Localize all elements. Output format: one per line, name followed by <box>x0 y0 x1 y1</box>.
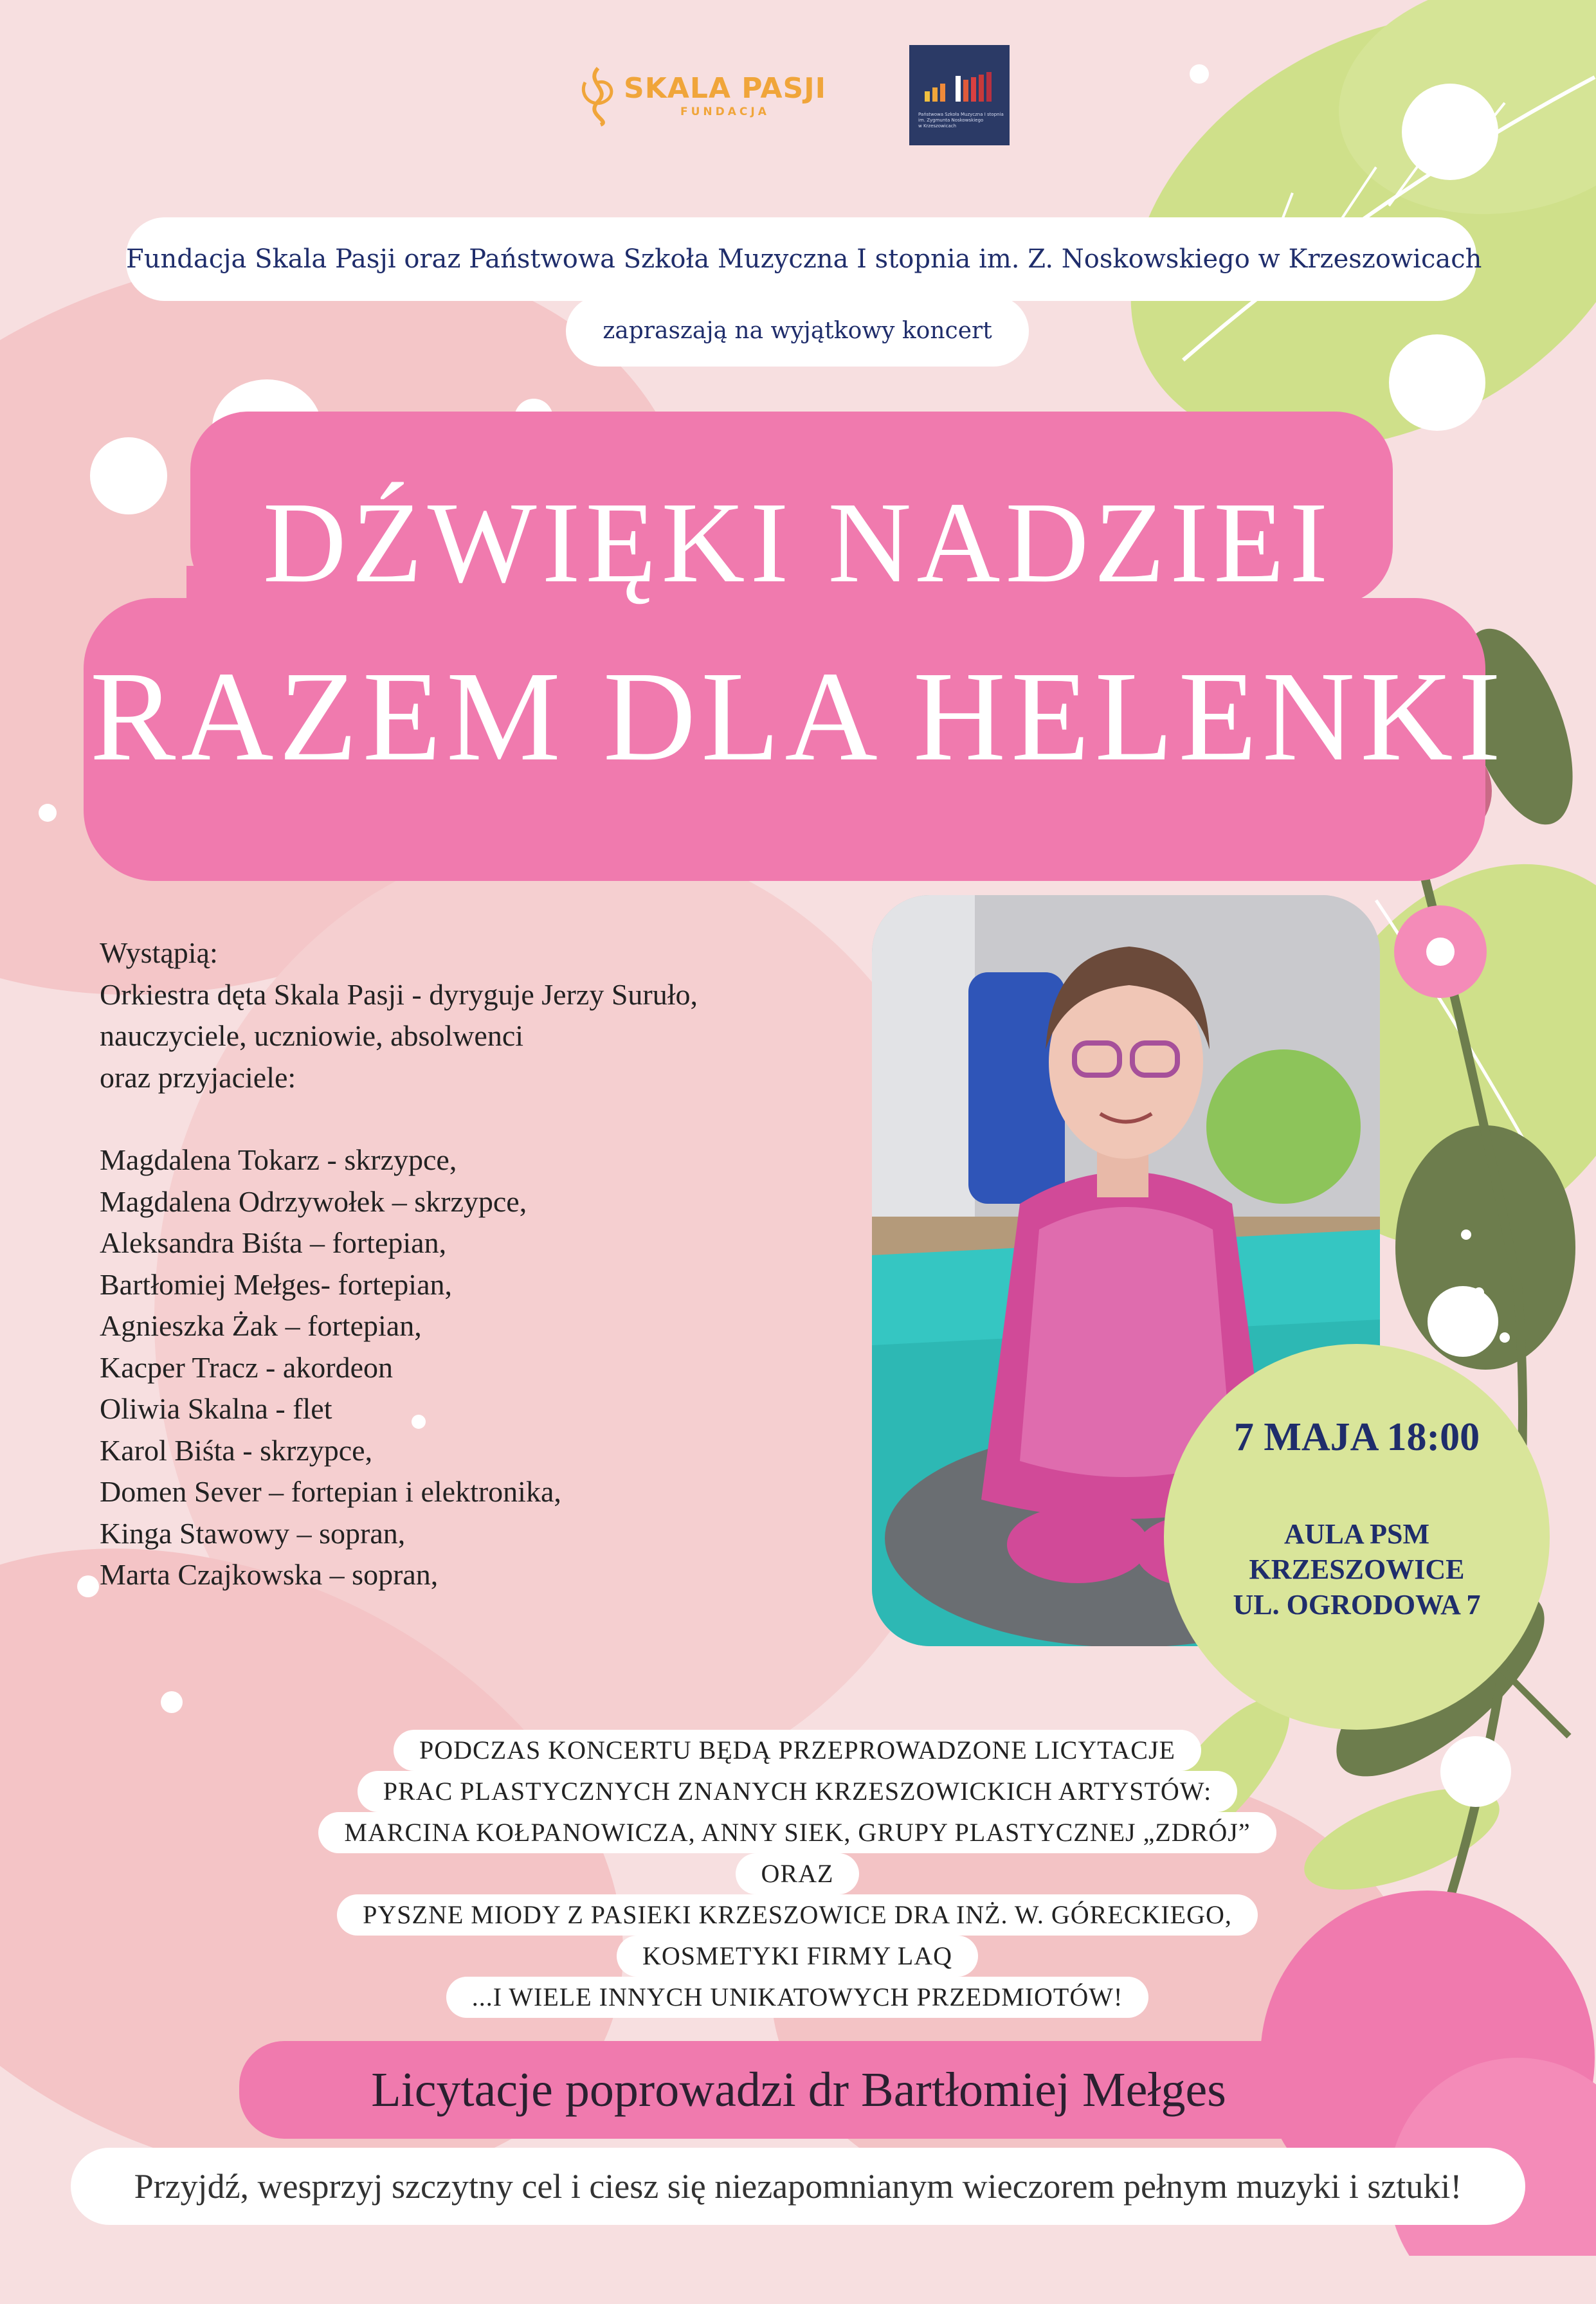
school-logo-bars <box>925 69 995 102</box>
title-line-2: RAZEM DLA HELENKI <box>89 646 1507 788</box>
invitation-line: zapraszają na wyjątkowy koncert <box>566 296 1029 367</box>
dot-decoration <box>77 1575 99 1597</box>
performer-item: Kinga Stawowy – sopran, <box>100 1516 406 1550</box>
flower-decoration <box>1402 84 1498 180</box>
performers-intro-line: oraz przyjaciele: <box>100 1060 296 1094</box>
performer-item: Marta Czajkowska – sopran, <box>100 1558 439 1591</box>
performers-intro-line: Orkiestra dęta Skala Pasji - dyryguje Jerzy Suruło, <box>100 977 698 1011</box>
auction-line: ...I WIELE INNYCH UNIKATOWYCH PRZEDMIOTÓW! <box>446 1977 1149 2018</box>
auction-host-banner <box>239 2041 1358 2139</box>
performers-header: Wystąpią: <box>100 936 218 969</box>
auction-line: PODCZAS KONCERTU BĘDĄ PRZEPROWADZONE LICYTACJE <box>394 1730 1201 1771</box>
performer-item: Magdalena Tokarz - skrzypce, <box>100 1143 457 1176</box>
auction-info <box>244 1730 1350 2018</box>
dot-decoration <box>161 1691 183 1713</box>
school-logo-text: Państwowa Szkoła Muzyczna I stopnia im. Zygmunta Noskowskiego w Krzeszowicach <box>918 112 1004 129</box>
logo-name: SKALA PASJI <box>624 72 826 105</box>
skala-pasji-logo <box>572 59 842 130</box>
venue-line: AULA PSM <box>1283 1518 1430 1550</box>
auction-line: PYSZNE MIODY Z PASIEKI KRZESZOWICE DRA INŻ. W. GÓRECKIEGO, <box>337 1894 1258 1936</box>
treble-clef-icon <box>572 63 624 127</box>
performer-item: Bartłomiej Mełges- fortepian, <box>100 1267 453 1301</box>
auction-line: MARCINA KOŁPANOWICZA, ANNY SIEK, GRUPY PLASTYCZNEJ „ZDRÓJ” <box>318 1812 1276 1853</box>
flower-decoration <box>1389 334 1485 431</box>
auction-host-text: Licytacje poprowadzi dr Bartłomiej Mełges <box>371 2063 1226 2117</box>
auction-line: ORAZ <box>736 1853 860 1894</box>
performer-item: Aleksandra Biśta – fortepian, <box>100 1226 447 1259</box>
title-line-1: DŹWIĘKI NADZIEI <box>262 478 1334 606</box>
dot-decoration <box>39 804 57 822</box>
performers-list <box>100 932 839 1596</box>
performer-item: Agnieszka Żak – fortepian, <box>100 1309 422 1342</box>
closing-banner <box>71 2148 1525 2225</box>
performers-intro-line: nauczyciele, uczniowie, absolwenci <box>100 1019 524 1052</box>
performer-item: Domen Sever – fortepian i elektronika, <box>100 1475 561 1508</box>
closing-text: Przyjdź, wesprzyj szczytny cel i ciesz się niezapomnianym wieczorem pełnym muzyki i sztuki! <box>134 2167 1462 2206</box>
performer-item: Magdalena Odrzywołek – skrzypce, <box>100 1184 527 1218</box>
venue-line: UL. OGRODOWA 7 <box>1233 1589 1481 1620</box>
flower-decoration <box>1428 1286 1498 1357</box>
dot-decoration <box>1190 64 1209 84</box>
performer-item: Kacper Tracz - akordeon <box>100 1350 393 1384</box>
spacer <box>100 1098 839 1139</box>
flower-decoration <box>1440 1736 1511 1807</box>
performer-item: Karol Biśta - skrzypce, <box>100 1433 373 1467</box>
venue-line: KRZESZOWICE <box>1249 1554 1465 1585</box>
music-school-logo <box>909 45 1010 145</box>
organizers-line: Fundacja Skala Pasji oraz Państwowa Szkoła Muzyczna I stopnia im. Z. Noskowskiego w Krzeszowicach <box>126 217 1476 301</box>
auction-line: KOSMETYKI FIRMY LAQ <box>617 1936 978 1977</box>
event-date: 7 MAJA 18:00 <box>1233 1415 1480 1459</box>
logo-subtitle: FUNDACJA <box>680 105 770 118</box>
auction-line: PRAC PLASTYCZNYCH ZNANYCH KRZESZOWICKICH ARTYSTÓW: <box>358 1771 1237 1812</box>
event-info-circle <box>1164 1344 1550 1730</box>
performer-item: Oliwia Skalna - flet <box>100 1392 332 1425</box>
